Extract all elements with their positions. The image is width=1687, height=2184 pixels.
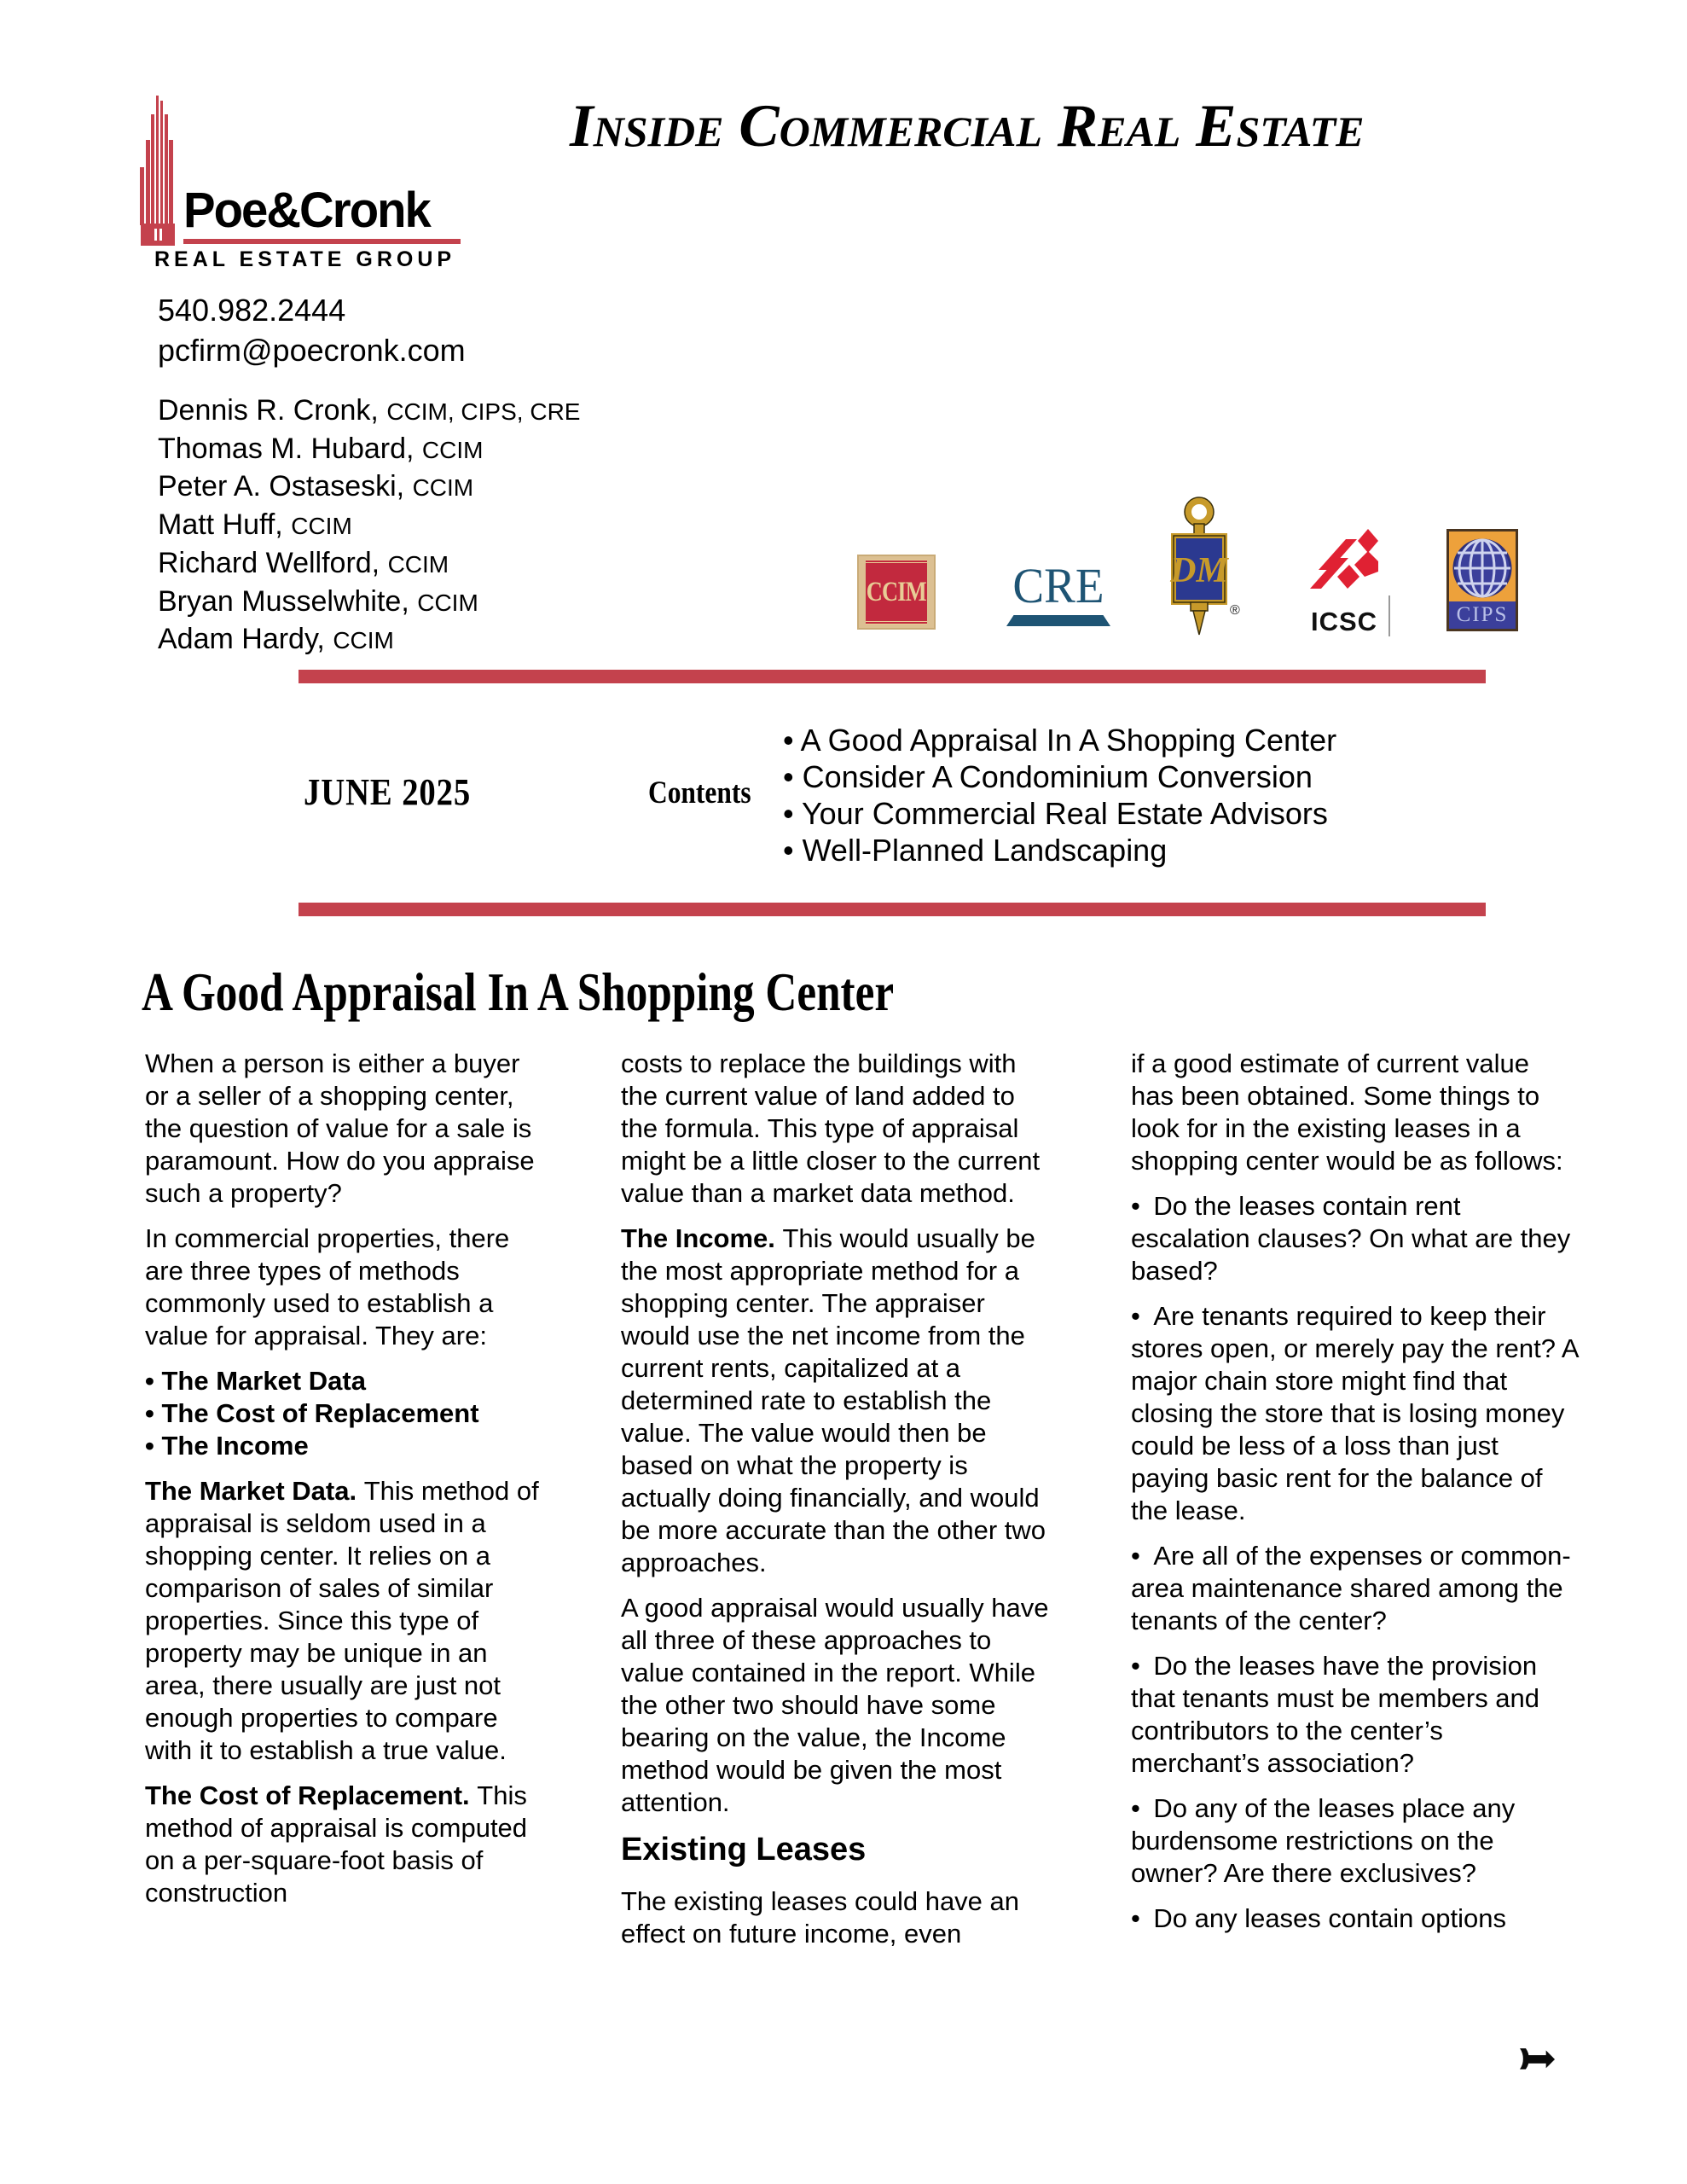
member-designations: CCIM	[333, 627, 394, 654]
registered-mark: ®	[1230, 603, 1240, 618]
contents-item: • Your Commercial Real Estate Advisors	[783, 796, 1328, 831]
cre-logo-label: CRE	[1012, 558, 1104, 613]
member-name: Richard Wellford,	[158, 546, 388, 579]
cpm-key-monogram: DM	[1170, 551, 1228, 590]
ccim-logo-label: CCIM	[866, 576, 927, 607]
team-member	[158, 621, 580, 659]
body-paragraph: The Market Data. This method of appraisal is seldom used in a shopping center. It relies on a comparison of sales of similar properties. Since this type of property may be unique in an area, there usually are just not enough properties to compare with it to establish a true value.	[145, 1476, 539, 1765]
team-member	[158, 431, 580, 469]
ccim-logo	[857, 555, 936, 630]
member-name: Peter A. Ostaseski,	[158, 470, 413, 503]
member-name: Dennis R. Cronk,	[158, 394, 387, 427]
continued-arrow-icon: )))➡	[1520, 2038, 1557, 2078]
body-paragraph: The Income. This would usually be the most appropriate method for a shopping center. The appraiser would use the net income from the current rents, capitalized at a determined rate to establish the value. The value would then be based on what the property is actually doing financially, and would be more accurate than the other two approaches.	[621, 1223, 1046, 1577]
bullet-item: • Do the leases have the provision that tenants must be members and contributors to the center’s merchant’s association?	[1131, 1651, 1540, 1778]
cre-logo	[1006, 558, 1110, 626]
contents-item: • Consider A Condominium Conversion	[783, 759, 1313, 794]
cpm-key-logo	[1167, 495, 1244, 642]
cips-logo-label: CIPS	[1456, 603, 1509, 626]
article-column-1	[145, 1048, 542, 1963]
body-paragraph: if a good estimate of current value has been obtained. Some things to look for in the existing leases in a shopping center would be as follows:	[1131, 1048, 1563, 1176]
member-designations: CCIM, CIPS, CRE	[386, 398, 581, 425]
member-name: Bryan Musselwhite,	[158, 584, 418, 618]
body-paragraph: When a person is either a buyer or a seller of a shopping center, the question of value for a sale is paramount. How do you appraise such a property?	[145, 1048, 535, 1208]
contents-label: Contents	[648, 775, 751, 810]
contents-item: • A Good Appraisal In A Shopping Center	[783, 723, 1337, 758]
article-column-2	[621, 1048, 1052, 1963]
brand-logo	[139, 96, 456, 271]
brand-name: Poe&Cronk	[183, 182, 430, 238]
rule-bottom	[299, 903, 1486, 916]
icsc-mark-icon	[1308, 527, 1380, 601]
rule-top	[299, 670, 1486, 683]
body-paragraph: The Cost of Replacement. This method of appraisal is computed on a per-square-foot basis of construction	[145, 1780, 528, 1908]
paragraph-lead: The Cost of Replacement.	[145, 1780, 478, 1810]
newsletter-title: Inside Commercial Real Estate	[570, 93, 1365, 160]
body-paragraph: In commercial properties, there are three types of methods commonly used to establish a value for appraisal. They are:	[145, 1223, 510, 1350]
team-member	[158, 392, 580, 431]
contents-item: • Well-Planned Landscaping	[783, 833, 1168, 868]
icsc-logo-label: ICSC	[1310, 607, 1378, 636]
contents-list	[783, 722, 1336, 868]
bullet-item: • Are tenants required to keep their stores open, or merely pay the rent? A major chain store might find that closing the store that is losing money could be less of a loss than just paying basic rent for the balance of the lease.	[1131, 1301, 1578, 1525]
paragraph-lead: The Market Data.	[145, 1476, 364, 1506]
bullet-item: • Are all of the expenses or common-area maintenance shared among the tenants of the center?	[1131, 1541, 1571, 1635]
team-member	[158, 507, 580, 545]
ccim-logo-field	[866, 560, 927, 624]
bullet-item: • Do any of the leases place any burdensome restrictions on the owner? Are there exclusives?	[1131, 1793, 1516, 1888]
divider	[1388, 595, 1390, 636]
cre-logo-underline	[1006, 615, 1110, 626]
bullet-item: • Do the leases contain rent escalation clauses? On what are they based?	[1131, 1191, 1571, 1286]
brand-text	[154, 182, 456, 272]
brand-tagline: REAL ESTATE GROUP	[154, 247, 456, 271]
cips-logo-band	[1449, 601, 1516, 629]
team-member	[158, 468, 580, 507]
body-paragraph: The existing leases could have an effect on future income, even	[621, 1886, 1020, 1949]
body-paragraph: A good appraisal would usually have all three of these approaches to value contained in the report. While the other two should have some bearing on the value, the Income method would be given the most attention.	[621, 1593, 1049, 1817]
team-list	[158, 392, 580, 659]
member-designations: CCIM	[412, 474, 474, 502]
bold-bullet-item: • The Cost of Replacement	[145, 1398, 479, 1428]
issue-date: JUNE 2025	[304, 771, 472, 813]
bullet-item: • Do any leases contain options	[1131, 1903, 1506, 1933]
building-icon	[139, 96, 177, 253]
brand-underline	[183, 239, 461, 244]
member-designations: CCIM	[421, 436, 484, 463]
contact-block	[158, 290, 466, 370]
cips-globe-icon	[1452, 536, 1513, 601]
member-designations: CCIM	[291, 513, 352, 540]
member-designations: CCIM	[417, 589, 478, 616]
paragraph-lead: The Income.	[621, 1223, 783, 1253]
icsc-logo	[1305, 527, 1383, 637]
member-designations: CCIM	[387, 550, 449, 578]
phone-number: 540.982.2444	[158, 293, 346, 328]
bold-bullet-list	[145, 1365, 542, 1462]
article-column-3	[1131, 1048, 1579, 1963]
team-member	[158, 545, 580, 584]
cips-logo	[1446, 529, 1518, 631]
member-name: Matt Huff,	[158, 508, 292, 542]
bold-bullet-item: • The Income	[145, 1431, 309, 1461]
body-paragraph: costs to replace the buildings with the current value of land added to the formula. This type of appraisal might be a little closer to the current value than a market data method.	[621, 1048, 1041, 1208]
email-address: pcfirm@poecronk.com	[158, 333, 466, 368]
team-member	[158, 584, 580, 622]
article-body	[145, 1048, 1586, 1963]
article-title: A Good Appraisal In A Shopping Center	[142, 961, 895, 1022]
bold-bullet-item: • The Market Data	[145, 1366, 366, 1396]
member-name: Adam Hardy,	[158, 623, 333, 656]
member-name: Thomas M. Hubard,	[158, 432, 422, 465]
section-subheading: Existing Leases	[621, 1832, 867, 1867]
